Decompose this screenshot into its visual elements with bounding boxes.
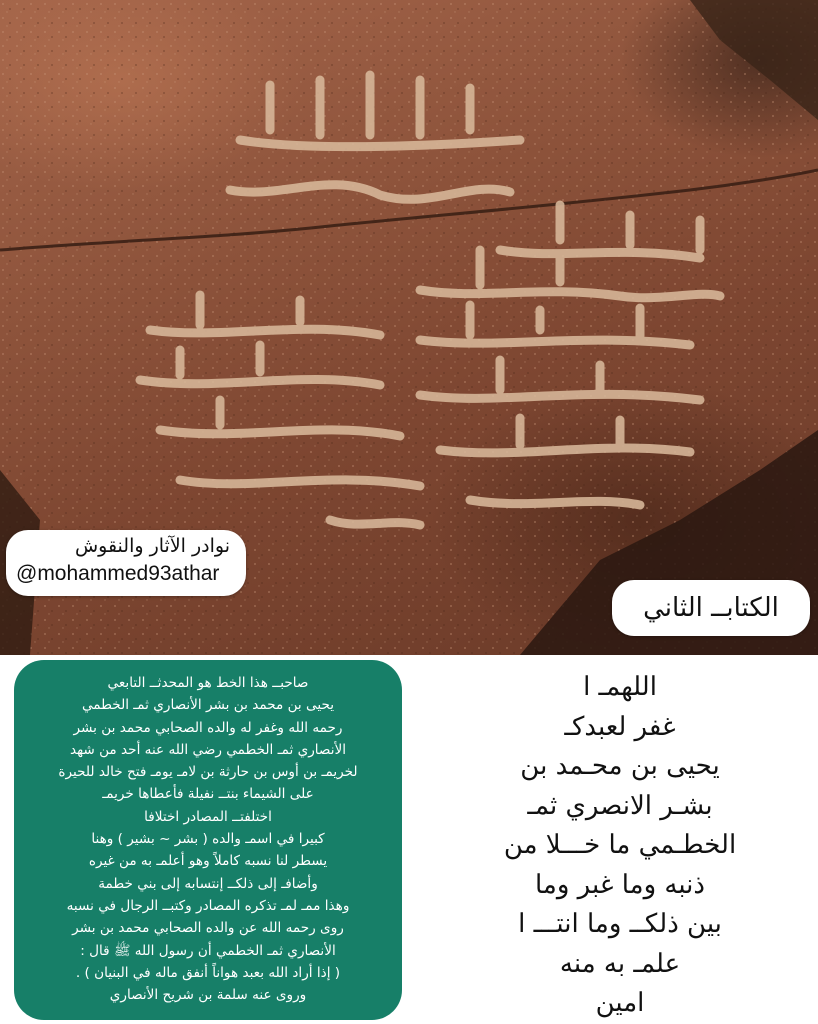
- reading-line: اللهمـ ا: [583, 672, 657, 702]
- inscription-reading: [470, 668, 770, 1024]
- bio-line: ( إذا أراد الله بعبد هواناً أنفق ماله في البنيان ) .: [75, 964, 341, 981]
- reading-line: بين ذلكــ وما انتـــ ا: [518, 909, 722, 939]
- bio-line: وأضافـ إلى ذلكــ إنتسابه إلى بني خطمة: [98, 875, 318, 892]
- bio-line: لخريمـ بن أوس بن حارثة بن لامـ يومـ فتح خالد للحيرة: [58, 764, 358, 781]
- bio-line: وروى عنه سلمة بن شريح الأنصاري: [109, 987, 307, 1004]
- reading-line: بشـر الانصري ثمـ: [527, 790, 713, 821]
- bio-line: على الشيماء بنتــ نفيلة فأعطاها خريمـ: [102, 786, 314, 803]
- bio-line: روى رحمه الله عن والده الصحابي محمد بن بشر: [72, 920, 344, 937]
- bio-line: يسطر لنا نسبه كاملاً وهو أعلمـ به من غيره: [88, 853, 328, 870]
- bio-line: صاحبــ هذا الخط هو المحدثــ التابعي: [107, 675, 309, 691]
- bio-line: اختلفتــ المصادر اختلافا: [144, 808, 272, 825]
- bio-line: رحمه الله وغفر له والده الصحابي محمد بن بشر: [73, 719, 343, 736]
- reading-line: غفر لعبدكـ: [564, 711, 676, 742]
- bio-line: يحيى بن محمد بن بشر الأنصاري ثمـ الخطمي: [81, 697, 335, 714]
- bio-line: كبيرا في اسمـ والده ( بشر ~ بشير ) وهنا: [91, 831, 325, 848]
- watermark-handle: @mohammed93athar: [16, 562, 220, 585]
- reading-line: ذنبه وما غبر وما: [535, 869, 705, 900]
- watermark-account-name: نوادر الآثار والنقوش: [74, 535, 230, 557]
- bio-text: [20, 672, 396, 1006]
- reading-line: امين: [595, 988, 645, 1018]
- bio-card: [14, 660, 402, 1020]
- reading-line: يحيى بن محـمد بن: [520, 751, 720, 781]
- watermark-badge: [6, 530, 246, 596]
- bio-line: الأنصاري ثمـ الخطمي أن رسول الله ﷺ قال :: [80, 942, 336, 959]
- reading-line: الخطـمي ما خـــلا من: [503, 830, 737, 860]
- reading-line: علمـ به منه: [559, 948, 681, 979]
- title-pill: [612, 580, 810, 636]
- bio-line: الأنصاري ثمـ الخطمي رضي الله عنه أحد من شهد: [69, 741, 347, 758]
- bio-line: وهذا ممـ لمـ تذكره المصادر وكتبــ الرجال في نسبه: [66, 897, 350, 914]
- section-title: الكتابــ الثاني: [643, 593, 779, 623]
